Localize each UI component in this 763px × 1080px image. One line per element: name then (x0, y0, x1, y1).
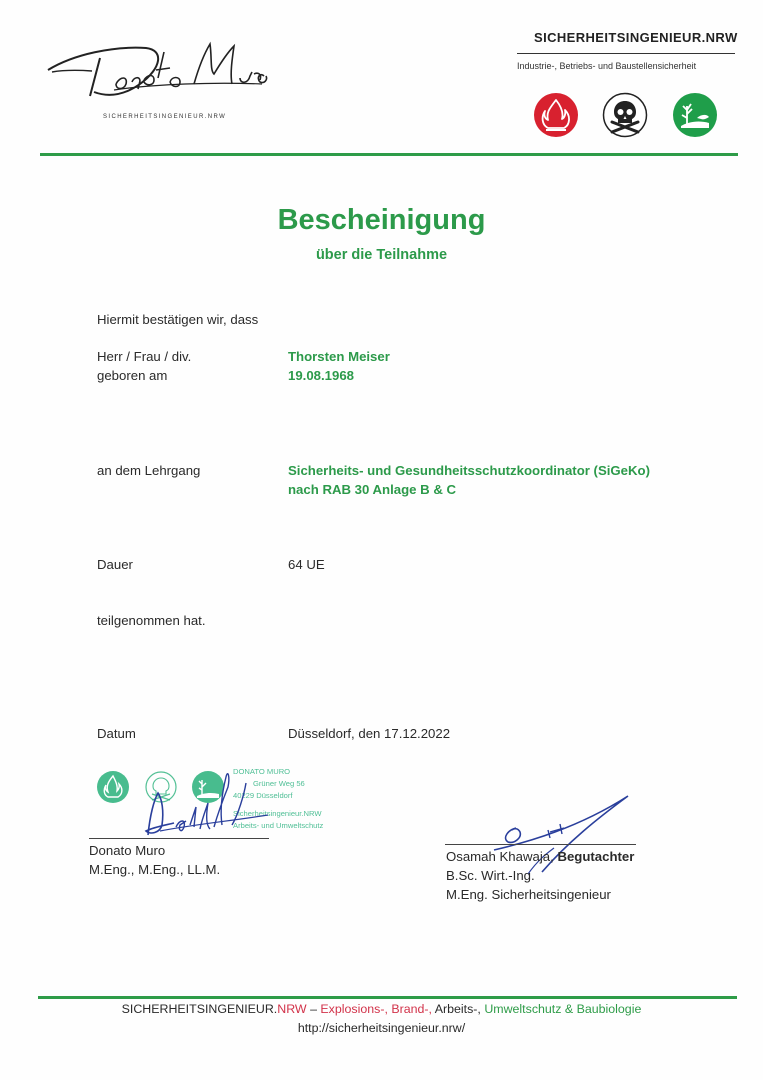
left-signatory-title: M.Eng., M.Eng., LL.M. (89, 862, 221, 877)
brand-name: SICHERHEITSINGENIEUR.NRW (534, 30, 738, 45)
right-signatory-name: Osamah Khawaja, (446, 849, 554, 864)
right-signatory-role: Begutachter (557, 849, 635, 864)
footer (0, 1000, 763, 1038)
skull-crossbones-pictogram-icon (602, 92, 648, 138)
page-subtitle: über die Teilnahme (315, 247, 448, 263)
course-label: an dem Lehrgang (97, 463, 201, 478)
footer-item-explosion: Explosions-, (320, 1002, 388, 1016)
left-signatory-name: Donato Muro (89, 843, 166, 858)
right-signatory-degree2: M.Eng. Sicherheitsingenieur (446, 887, 611, 902)
flame-pictogram-icon (533, 92, 579, 138)
stamp-line4: Sicherheitsingenieur.NRW (233, 809, 322, 818)
course-name-line2: nach RAB 30 Anlage B & C (288, 482, 457, 497)
footer-item-work: Arbeits-, (431, 1002, 481, 1016)
stamp-flame-icon (96, 770, 130, 804)
footer-item-environment: Umweltschutz & Baubiologie (480, 1002, 642, 1016)
footer-url[interactable]: http://sicherheitsingenieur.nrw/ (297, 1021, 466, 1035)
environment-pictogram-icon (672, 92, 718, 138)
footer-services-line (0, 1000, 763, 1019)
left-signature (140, 755, 290, 845)
intro-text: Hiermit bestätigen wir, dass (97, 312, 259, 327)
salutation-label: Herr / Frau / div. (97, 349, 192, 364)
right-signatory-name-line (446, 847, 634, 866)
header-divider (40, 153, 738, 156)
birth-label: geboren am (97, 368, 168, 383)
stamp-line2: Grüner Weg 56 (253, 779, 305, 788)
duration-value: 64 UE (288, 557, 325, 572)
footer-item-fire: Brand-, (387, 1002, 432, 1016)
date-label: Datum (97, 726, 136, 741)
right-signature-line (445, 844, 636, 845)
participant-name: Thorsten Meiser (288, 349, 390, 364)
right-signatory-degree1: B.Sc. Wirt.-Ing. (446, 868, 535, 883)
stamp-line5: Arbeits- und Umweltschutz (233, 821, 324, 830)
outro-text: teilgenommen hat. (97, 613, 206, 628)
logo-subline: SICHERHEITSINGENIEUR.NRW (103, 114, 227, 120)
date-value: Düsseldorf, den 17.12.2022 (288, 726, 451, 741)
donato-muro-logo-signature (44, 40, 269, 102)
footer-brand-b: NRW (277, 1002, 307, 1016)
stamp-line1: DONATO MURO (233, 767, 291, 776)
brand-underline (517, 53, 735, 54)
course-name-line1: Sicherheits- und Gesundheitsschutzkoordinator (SiGeKo) (288, 463, 650, 478)
footer-dash: – (306, 1002, 321, 1016)
left-signature-line (89, 838, 269, 839)
stamp-line3: 40229 Düsseldorf (233, 791, 293, 800)
duration-label: Dauer (97, 557, 133, 572)
page-title: Bescheinigung (277, 204, 486, 236)
brand-tagline: Industrie-, Betriebs- und Baustellensicherheit (517, 61, 697, 71)
footer-brand-a: SICHERHEITSINGENIEUR. (121, 1002, 278, 1016)
footer-divider (38, 996, 737, 999)
birth-date: 19.08.1968 (288, 368, 355, 383)
